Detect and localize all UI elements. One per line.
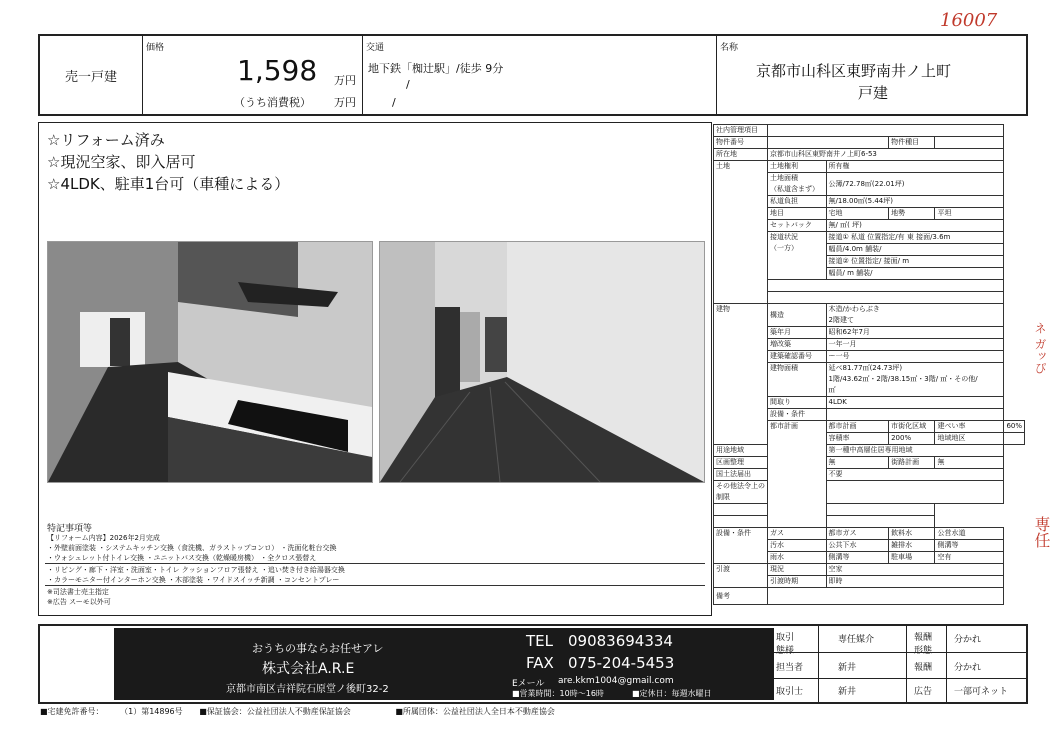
spec-table: [713, 124, 1025, 605]
tx-divider-v2: [906, 626, 907, 702]
district-label: 地域地区: [935, 433, 1004, 445]
fee-label: 報酬形態: [914, 633, 933, 656]
spec-row-structure: [714, 304, 1025, 327]
coverage-value: 60%: [1004, 421, 1025, 433]
urban-value: 市街化区域: [889, 421, 935, 433]
planning-blank: [714, 504, 935, 516]
spec-row-rights: [714, 161, 1025, 173]
handover-time-value: 即時: [826, 576, 1004, 588]
land-blank: [768, 280, 1004, 292]
zone-value: 第一種中高層住居専用地域: [826, 445, 1004, 457]
notes-divider: [45, 563, 705, 564]
status-label: 現況: [768, 564, 827, 576]
spec-row-other-limits: [714, 481, 1025, 504]
tx-divider-v1: [818, 626, 819, 702]
access-label: [768, 232, 827, 280]
staff-label: 担当者: [776, 663, 804, 673]
sewage-value: 公共下水: [826, 540, 889, 552]
urban-label: 都市計画: [826, 421, 889, 433]
readjust-label: 区画整理: [714, 457, 768, 469]
notes-line-3: ・ウォシュレット付トイレ交換 ・ユニットバス交換（乾燥暖房機） ・全クロス張替え: [47, 554, 317, 562]
transport-line2: /: [406, 78, 410, 91]
notes-line-6: ※司法書士売主指定: [47, 588, 109, 596]
location-label: 所在地: [714, 149, 768, 161]
main-left-panel: [38, 122, 712, 616]
terrain-value: 平坦: [935, 208, 1004, 220]
water-value: 公営水道: [935, 528, 1004, 540]
access-label-1: 接道状況: [770, 233, 798, 241]
handover-label: 引渡: [714, 564, 768, 588]
extension-value: 一年一月: [826, 339, 1004, 351]
structure-value-b: 2階建て: [828, 316, 854, 324]
handwritten-margin-note: ネ ガッぴ: [1033, 322, 1047, 374]
tax-unit: 万円: [334, 96, 356, 109]
setback-value: 無/ ㎡( 坪): [826, 220, 1004, 232]
rights-value: 所有権: [826, 161, 1004, 173]
access1-line-b: 幅員/4.0m 舗装/: [826, 244, 1004, 256]
property-name: 京都市山科区東野南井ノ上町: [756, 62, 952, 80]
tx-divider-2: [774, 678, 1026, 679]
license-number: （1）第14896号: [120, 707, 183, 716]
company-address: 京都市南区吉祥院石原堂ノ後町32-2: [226, 684, 389, 695]
far-label: 容積率: [826, 433, 889, 445]
property-type-text: 売一戸建: [64, 69, 117, 85]
rain-label: 雨水: [768, 552, 827, 564]
extension-label: 増改築: [768, 339, 827, 351]
private-road-value: 無/18.00㎡(5.44坪): [826, 196, 1004, 208]
property-type-label: 物件種目: [889, 137, 935, 149]
transport-label: 交通: [366, 43, 385, 53]
transport-line3: /: [392, 96, 396, 109]
remarks-value: [768, 588, 1004, 605]
company-tagline: おうちの事ならお任せアレ: [252, 642, 384, 655]
gas-value: 都市ガス: [826, 528, 889, 540]
header-bar: [38, 34, 1028, 116]
built-label: 築年月: [768, 327, 827, 339]
layout-label: 間取り: [768, 397, 827, 409]
fax-label: FAX: [526, 654, 554, 672]
parking-value: 空有: [935, 552, 1004, 564]
price-cell: [142, 36, 363, 114]
land-act-value: 不要: [826, 469, 1004, 481]
spec-row-location: [714, 149, 1025, 161]
rain-value: 側溝等: [826, 552, 889, 564]
tax-label: （うち消費税）: [234, 96, 311, 109]
company-name: 株式会社A.R.E: [262, 661, 355, 677]
license-label: ■宅建免許番号：: [40, 707, 104, 716]
area-label-2: （私道含まず）: [770, 185, 819, 193]
ad-label: 広告: [914, 687, 933, 697]
property-no-value: [768, 137, 889, 149]
district-value: [1004, 433, 1025, 445]
spec-row-planning-blank: [714, 504, 1025, 516]
email-label: Eメール: [512, 679, 545, 689]
name-cell: [716, 36, 1026, 114]
floor-value-c: ㎡: [828, 386, 836, 394]
area-label: [768, 173, 827, 196]
tx-divider-v3: [946, 626, 947, 702]
price-unit: 万円: [334, 74, 356, 87]
spec-row-status: [714, 564, 1025, 576]
built-value: 昭和62年7月: [826, 327, 1004, 339]
handwritten-code: 16007: [940, 10, 998, 31]
structure-label: 構造: [768, 304, 827, 327]
spec-row-remarks: [714, 588, 1025, 605]
tel-label: TEL: [526, 632, 553, 650]
structure-value-a: 木造/かわらぶき: [828, 305, 880, 313]
kitchen-photo: [47, 241, 373, 483]
access1-line-a: 接道① 私道 位置指定/有 東 接面/3.6m: [826, 232, 1004, 244]
readjust-value: 無: [826, 457, 889, 469]
category-label: 地目: [768, 208, 827, 220]
other-limits-value: [826, 481, 1004, 504]
price-label: 価格: [146, 43, 165, 53]
facilities-value: [826, 409, 1004, 421]
mode-label: 取引態様: [776, 633, 795, 656]
room-photo-image: [380, 242, 704, 482]
property-subname: 戸建: [858, 84, 889, 102]
holiday: ■定休日：毎週水曜日: [632, 689, 712, 698]
notes-line-2: ・外壁前面塗装 ・システムキッチン交換（食洗機、ガラストップコンロ） ・洗面化粧台交換: [47, 544, 337, 552]
notes-title: 特記事項等: [47, 524, 93, 534]
staff-value: 新井: [838, 663, 857, 673]
confirm-value: ー一号: [826, 351, 1004, 363]
highlight-3: ☆4LDK、駐車1台可（車種による）: [47, 175, 290, 193]
company-block: [114, 628, 774, 700]
status-value: 空家: [826, 564, 1004, 576]
mode-value: 専任媒介: [838, 635, 875, 645]
land-label: 土地: [714, 161, 768, 304]
structure-value: [826, 304, 1004, 327]
spec-row-land-act: [714, 469, 1025, 481]
notes-line-4: ・リビング・廊下・洋室・洗面室・トイレ クッションフロア張替え ・追い焚き付き給湯器交換: [47, 566, 345, 574]
floor-value: [826, 363, 1004, 397]
confirm-label: 建築確認番号: [768, 351, 827, 363]
handwritten-exclusive-note: 専任: [1032, 516, 1051, 548]
transport-cell: [362, 36, 717, 114]
dealer-value: 新井: [838, 687, 857, 697]
setback-label: セットバック: [768, 220, 827, 232]
land-blank-2: [768, 292, 1004, 304]
access2-line-a: 接道② 位置指定/ 接面/ m: [826, 256, 1004, 268]
far-value: 200%: [889, 433, 935, 445]
ad-value: 一部可ネット: [954, 687, 1009, 697]
spec-row-gas: [714, 528, 1025, 540]
transport-line1: 地下鉄「椥辻駅」/徒歩 9分: [368, 62, 504, 75]
notes-line-5: ・カラーモニター付インターホン交換 ・木部塗装 ・ワイドスイッチ新調 ・コンセントプレー: [47, 576, 340, 584]
business-hours: ■営業時間：10時～16時: [512, 689, 604, 698]
area-value: 公簿/72.78㎡(22.01坪): [826, 173, 1004, 196]
tel-number: 09083694334: [568, 632, 673, 650]
zone-label: 用途地域: [714, 445, 768, 457]
category-value: 宅地: [826, 208, 889, 220]
rights-label: 土地権利: [768, 161, 827, 173]
fax-number: 075-204-5453: [568, 654, 675, 672]
room-photo: [379, 241, 705, 483]
gas-label: ガス: [768, 528, 827, 540]
floor-label: 建物面積: [768, 363, 827, 397]
property-type-value: [935, 137, 1004, 149]
equip-label: 設備・条件: [714, 528, 768, 564]
spec-row-planning-blank2: [714, 516, 1025, 528]
sewage-label: 汚水: [768, 540, 827, 552]
footer-box: [38, 624, 1028, 704]
other-limits-label-2: 制限: [716, 493, 730, 501]
planning-label: 都市計画: [768, 421, 827, 528]
transaction-grid: [774, 626, 1026, 702]
layout-value: 4LDK: [826, 397, 1004, 409]
highlight-1: ☆リフォーム済み: [47, 131, 165, 149]
kitchen-photo-image: [48, 242, 372, 482]
coverage-label: 建ぺい率: [935, 421, 1004, 433]
floor-value-b: 1階/43.62㎡・2階/38.15㎡・3階/ ㎡・その他/: [828, 375, 978, 383]
water-label: 飲料水: [889, 528, 935, 540]
access-label-2: （一方）: [770, 244, 798, 252]
dealer-label: 取引士: [776, 687, 804, 697]
notes-line-1: 【リフォーム内容】2026年2月完成: [47, 534, 160, 542]
misc-water-value: 側溝等: [935, 540, 1004, 552]
parking-label: 駐車場: [889, 552, 935, 564]
fee2-value: 分かれ: [954, 663, 982, 673]
street-plan-label: 街路計画: [889, 457, 935, 469]
access2-line-b: 幅員/ m 舗装/: [826, 268, 1004, 280]
license-line: [40, 706, 555, 717]
handover-time-label: 引渡時期: [768, 576, 827, 588]
notes-divider-2: [45, 585, 705, 586]
facilities-label: 設備・条件: [768, 409, 827, 421]
property-type: [40, 36, 143, 114]
spec-row-property-no: [714, 137, 1025, 149]
fee-value: 分かれ: [954, 635, 982, 645]
private-road-label: 私道負担: [768, 196, 827, 208]
land-act-label: 国土法届出: [714, 469, 768, 481]
other-limits-label: [714, 481, 768, 504]
planning-blank-2: [714, 516, 935, 528]
terrain-label: 地勢: [889, 208, 935, 220]
spec-row-readjust: [714, 457, 1025, 469]
area-label-1: 土地面積: [770, 174, 798, 182]
member-assoc: ■所属団体：公益社団法人全日本不動産協会: [395, 707, 555, 716]
email-value[interactable]: are.kkm1004@gmail.com: [558, 676, 674, 686]
spec-table-wrapper: [713, 124, 1025, 605]
fee2-label: 報酬: [914, 663, 933, 673]
tx-divider-1: [774, 652, 1026, 653]
spec-row-zone: [714, 445, 1025, 457]
notes-line-7: ※広告 スーモ以外可: [47, 598, 111, 606]
highlight-2: ☆現況空家、即入居可: [47, 153, 196, 171]
building-label: 建物: [714, 304, 768, 445]
property-no-label: 物件番号: [714, 137, 768, 149]
mgmt-value: [768, 125, 1004, 137]
price-value: 1,598: [237, 54, 318, 87]
other-limits-label-1: その他法令上の: [716, 482, 765, 490]
mgmt-label: 社内管理項目: [714, 125, 768, 137]
floor-value-a: 延べ81.77㎡(24.73坪): [828, 364, 903, 372]
spec-row-mgmt: [714, 125, 1025, 137]
misc-water-label: 雑排水: [889, 540, 935, 552]
location-value: 京都市山科区東野南井ノ上町6-53: [768, 149, 1004, 161]
guarantee-assoc: ■保証協会：公益社団法人不動産保証協会: [199, 707, 351, 716]
remarks-label: 備考: [714, 588, 768, 605]
name-label: 名称: [720, 43, 739, 53]
street-plan-value: 無: [935, 457, 1004, 469]
